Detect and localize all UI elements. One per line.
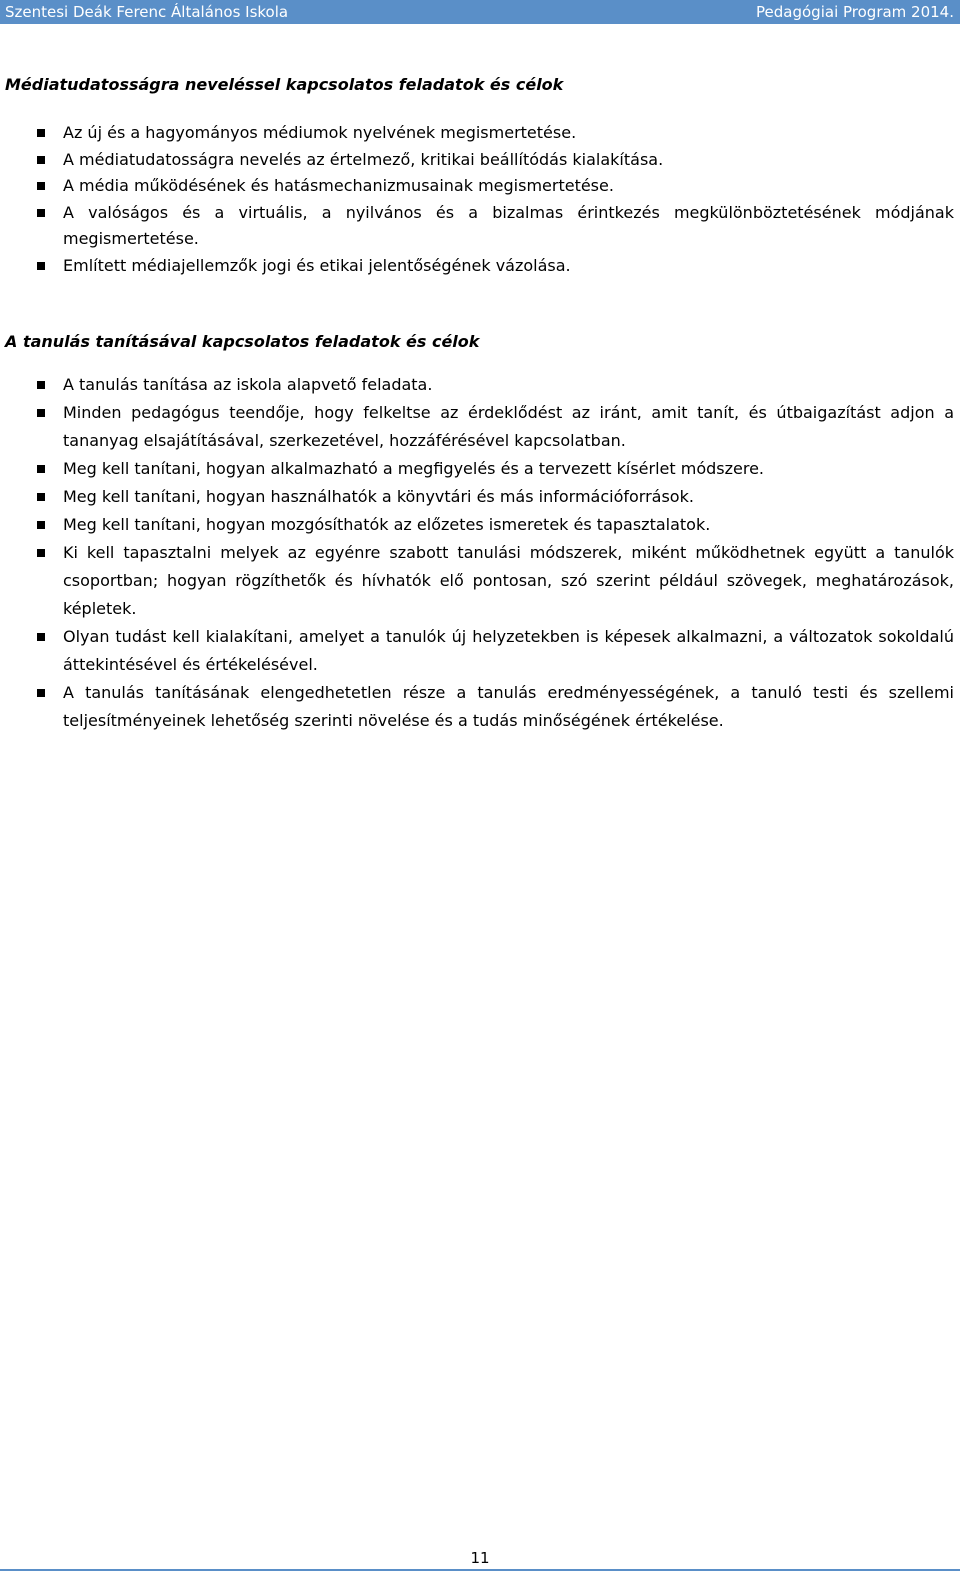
square-bullet-icon xyxy=(37,549,45,557)
list-item-text: A tanulás tanításának elengedhetetlen része a tanulás eredményességének, a tanuló testi és szellemi teljesítményeinek lehetőség szerinti növelése és a tudás minőségének értékelése. xyxy=(63,683,954,730)
list-item-text: Olyan tudást kell kialakítani, amelyet a tanulók új helyzetekben is képesek alkalmazni, a változatok sokoldalú áttekintésével és értékelésével. xyxy=(63,627,954,674)
square-bullet-icon xyxy=(37,182,45,190)
list-item-text: Meg kell tanítani, hogyan mozgósíthatók az előzetes ismeretek és tapasztalatok. xyxy=(63,515,711,534)
list-item xyxy=(0,371,957,399)
square-bullet-icon xyxy=(37,493,45,501)
list-item xyxy=(0,679,957,735)
school-name: Szentesi Deák Ferenc Általános Iskola xyxy=(5,3,289,21)
square-bullet-icon xyxy=(37,129,45,137)
media-goals-list xyxy=(0,120,960,279)
square-bullet-icon xyxy=(37,381,45,389)
square-bullet-icon xyxy=(37,633,45,641)
list-item-text: A média működésének és hatásmechanizmusainak megismertetése. xyxy=(63,176,614,195)
list-item-text: Meg kell tanítani, hogyan használhatók a könyvtári és más információforrások. xyxy=(63,487,694,506)
page-number: 11 xyxy=(470,1549,490,1567)
square-bullet-icon xyxy=(37,521,45,529)
list-item xyxy=(0,253,957,280)
list-item xyxy=(0,200,957,253)
list-item xyxy=(0,120,957,147)
footer-divider xyxy=(0,1569,960,1571)
list-item xyxy=(0,539,957,623)
list-item xyxy=(0,147,957,174)
square-bullet-icon xyxy=(37,209,45,217)
square-bullet-icon xyxy=(37,689,45,697)
list-item xyxy=(0,455,957,483)
list-item xyxy=(0,483,957,511)
list-item-text: A valóságos és a virtuális, a nyilvános és a bizalmas érintkezés megkülönböztetésének módjának megismertetése. xyxy=(63,202,954,248)
list-item-text: Meg kell tanítani, hogyan alkalmazható a megfigyelés és a tervezett kísérlet módszere. xyxy=(63,459,765,478)
list-item-text: A médiatudatosságra nevelés az értelmező, kritikai beállítódás kialakítása. xyxy=(63,149,664,169)
list-item xyxy=(0,511,957,539)
list-item-text: Említett médiajellemzők jogi és etikai jelentőségének vázolása. xyxy=(63,255,571,275)
section-title-media: Médiatudatosságra neveléssel kapcsolatos feladatok és célok xyxy=(5,75,564,94)
square-bullet-icon xyxy=(37,262,45,270)
square-bullet-icon xyxy=(37,465,45,473)
square-bullet-icon xyxy=(37,409,45,417)
list-item-text: A tanulás tanítása az iskola alapvető feladata. xyxy=(63,375,433,394)
square-bullet-icon xyxy=(37,156,45,164)
list-item xyxy=(0,173,957,200)
program-title: Pedagógiai Program 2014. xyxy=(756,3,954,21)
list-item xyxy=(0,623,957,679)
learning-goals-list xyxy=(0,371,960,735)
list-item xyxy=(0,399,957,455)
list-item-text: Ki kell tapasztalni melyek az egyénre szabott tanulási módszerek, miként működhetnek együtt a tanulók csoportban; hogyan rögzíthetők és hívhatók elő pontosan, szó szerint például szövegek, meghatározások, képletek. xyxy=(63,543,954,618)
page-header xyxy=(0,0,960,24)
list-item-text: Minden pedagógus teendője, hogy felkeltse az érdeklődést az iránt, amit tanít, és útbaigazítást adjon a tananyag elsajátításával, szerkezetével, hozzáférésével kapcsolatban. xyxy=(63,403,954,450)
section-title-learning: A tanulás tanításával kapcsolatos feladatok és célok xyxy=(5,332,480,351)
list-item-text: Az új és a hagyományos médiumok nyelvének megismertetése. xyxy=(63,123,577,142)
